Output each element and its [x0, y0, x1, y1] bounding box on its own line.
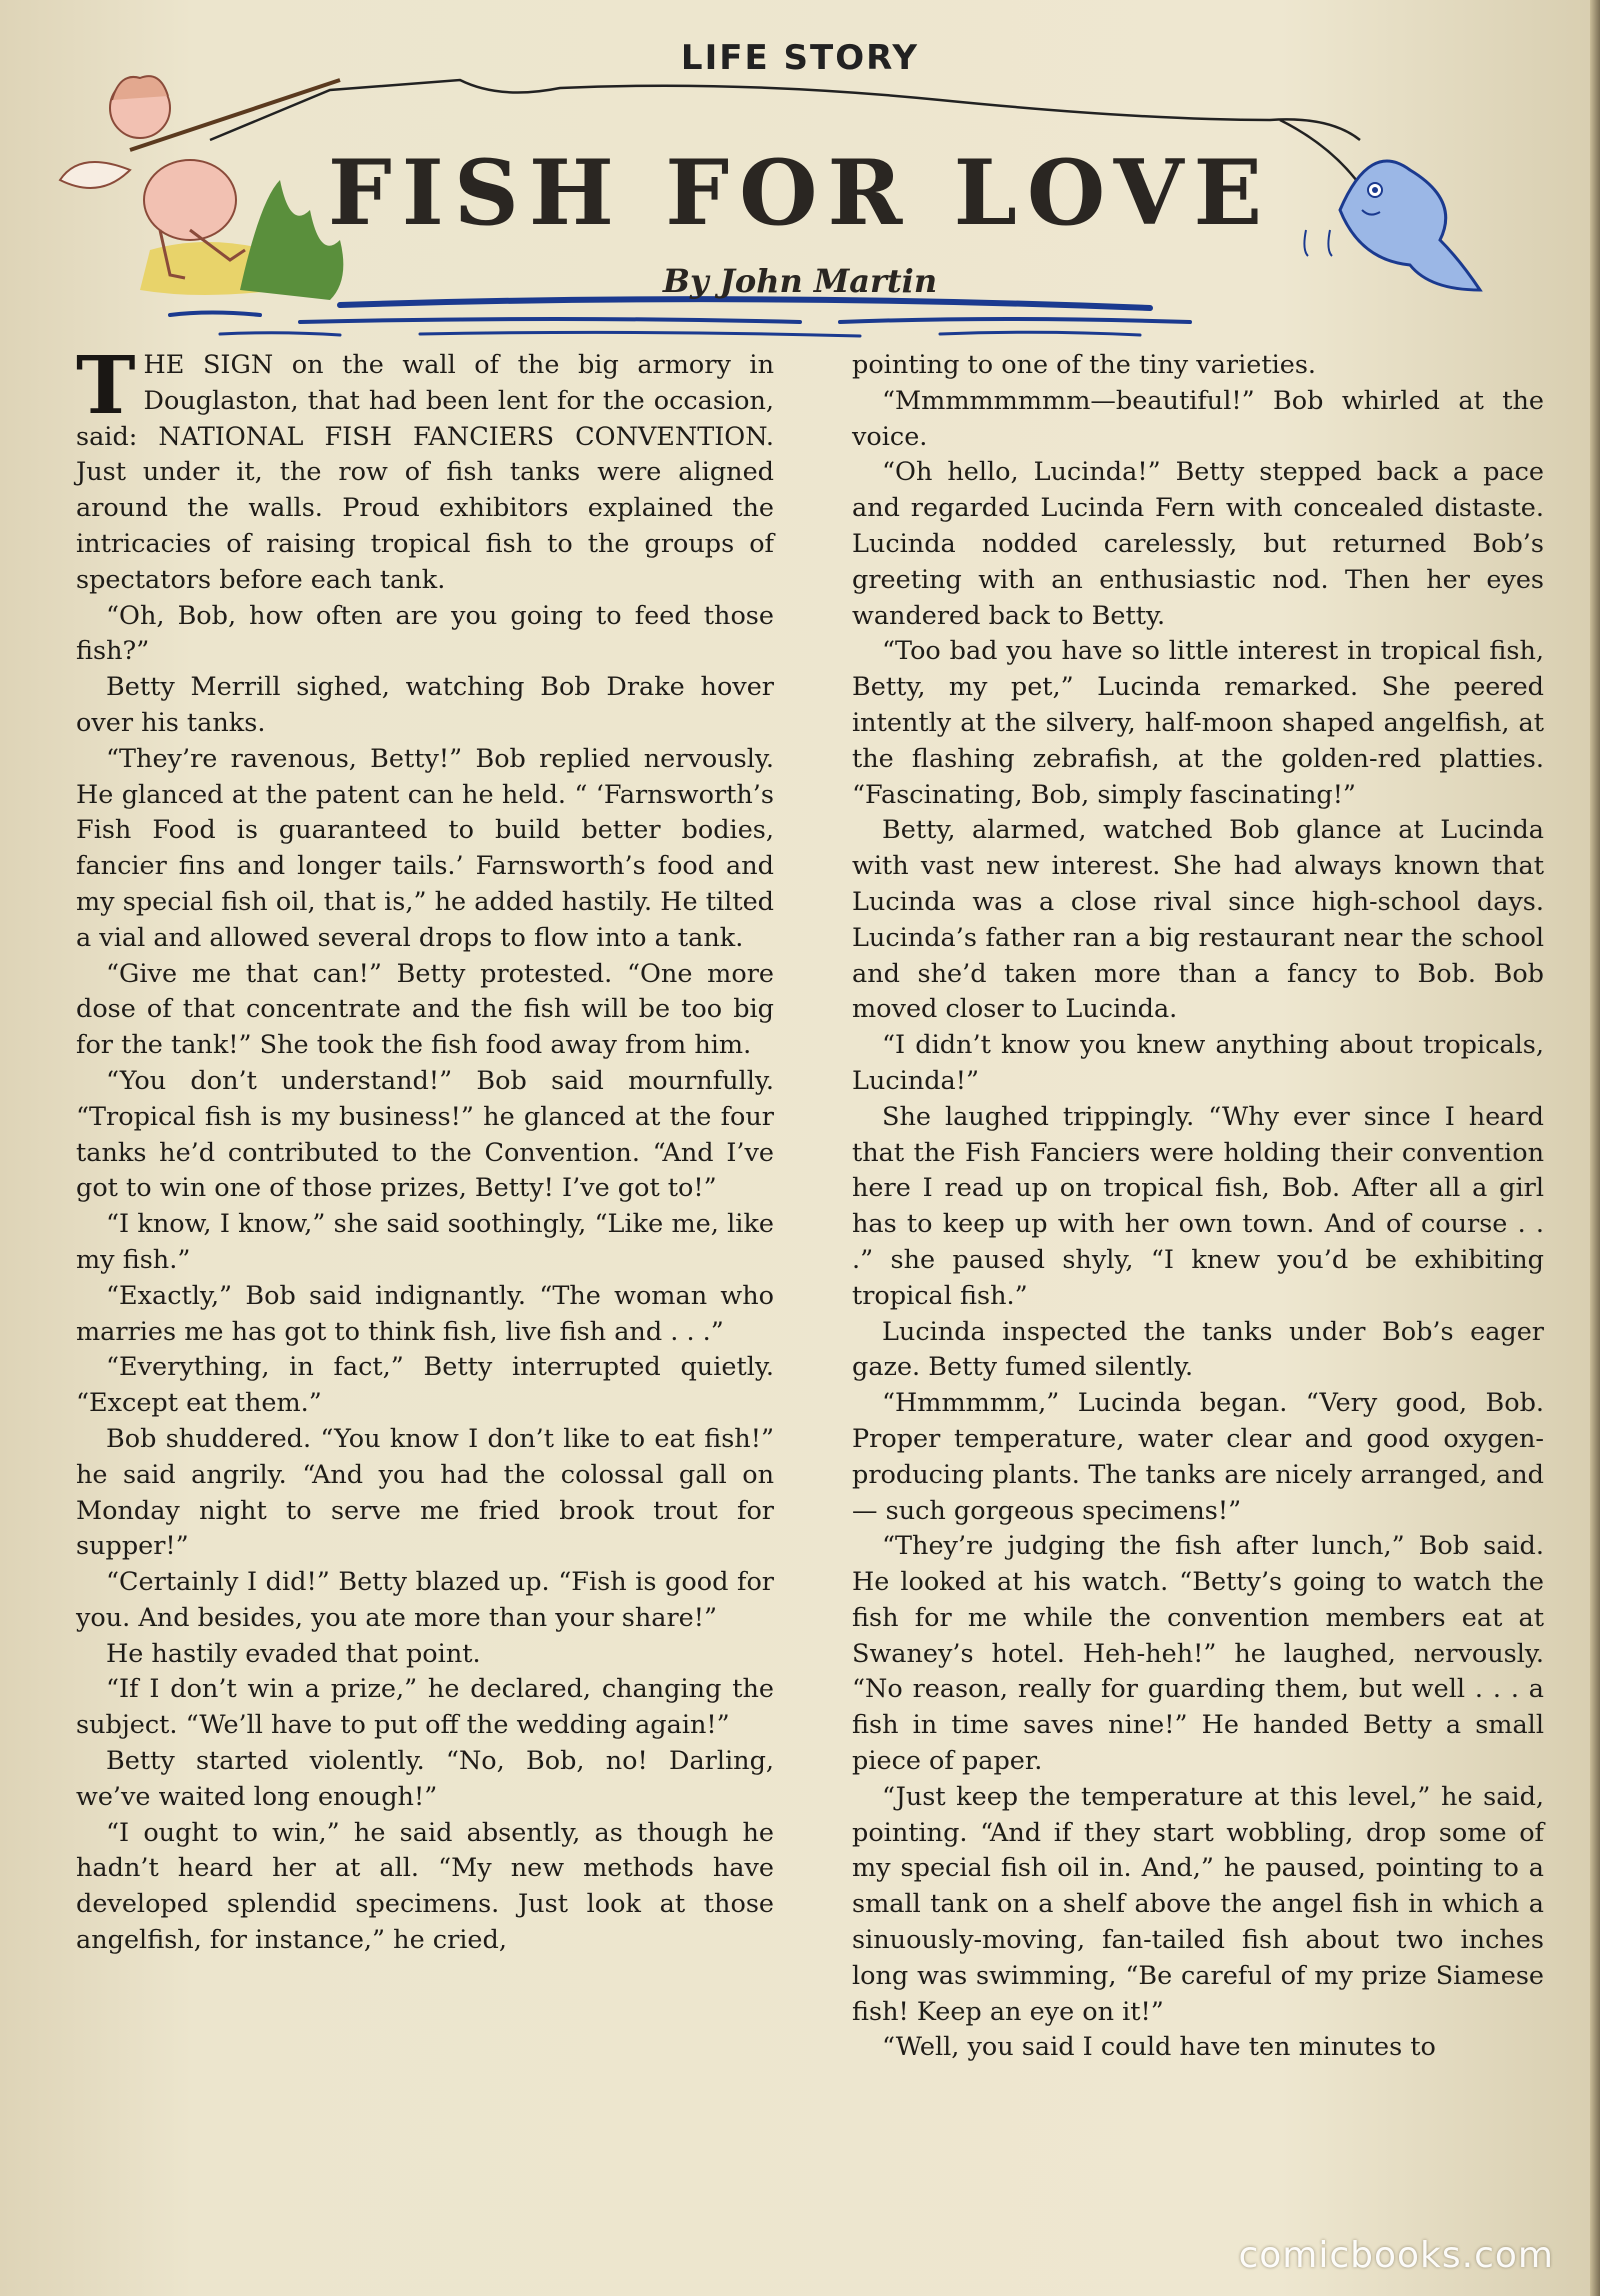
story-byline: By John Martin: [662, 262, 938, 300]
paragraph: Lucinda inspected the tanks under Bob’s eager gaze. Betty fumed silently.: [852, 1316, 1544, 1383]
running-head: LIFE STORY: [680, 38, 920, 78]
paragraph: Betty started violently. “No, Bob, no! Darling, we’ve waited long enough!”: [76, 1746, 774, 1812]
paragraph: “Oh hello, Lucinda!” Betty stepped back a pace and regarded Lucinda Fern with concealed distaste. Lucinda nodded carelessly, but returned Bob’s greeting with an enthusiastic nod. Then her eyes wandered back to Betty.: [852, 457, 1544, 631]
page-edge: [1590, 0, 1600, 2296]
paragraph: He hastily evaded that point.: [106, 1638, 481, 1669]
left-text-column: [76, 338, 774, 1959]
paragraph: “I didn’t know you knew anything about tropicals, Lucinda!”: [852, 1030, 1544, 1096]
paragraph: “Mmmmmmmm—beautiful!” Bob whirled at the voice.: [852, 385, 1544, 452]
paragraph: “Certainly I did!” Betty blazed up. “Fish is good for you. And besides, you ate more than your share!”: [76, 1567, 774, 1633]
paragraph: “Exactly,” Bob said indignantly. “The woman who marries me has got to think fish, live fish and . . .”: [76, 1280, 774, 1347]
paragraph: “Oh, Bob, how often are you going to feed those fish?”: [76, 600, 774, 667]
paragraph: Betty Merrill sighed, watching Bob Drake hover over his tanks.: [76, 672, 774, 738]
paragraph: “You don’t understand!” Bob said mournfully. “Tropical fish is my business!” he glanced at the four tanks he’d contributed to the Convention. “And I’ve got to win one of those prizes, Betty! I’ve got to!”: [76, 1065, 774, 1204]
paragraph: “I ought to win,” he said absently, as though he hadn’t heard her at all. “My new methods have developed splendid specimens. Just look at those angelfish, for instance,” he cried,: [76, 1817, 774, 1956]
paragraph: “Hmmmmm,” Lucinda began. “Very good, Bob. Proper temperature, water clear and good oxygen-producing plants. The tanks are nicely arranged, and — such gorgeous specimens!”: [852, 1388, 1544, 1526]
water-waves: [170, 299, 1190, 336]
paragraph: “I know, I know,” she said soothingly, “Like me, like my fish.”: [76, 1209, 774, 1275]
paragraph: Betty, alarmed, watched Bob glance at Lucinda with vast new interest. She had always known that Lucinda was a close rival since high-school days. Lucinda’s father ran a big restaurant near the school and she’d taken more than a fancy to Bob. Bob moved closer to Lucinda.: [852, 815, 1544, 1025]
paragraph: “Everything, in fact,” Betty interrupted quietly. “Except eat them.”: [76, 1352, 774, 1419]
paragraph: pointing to one of the tiny varieties.: [852, 350, 1317, 380]
paragraph: She laughed trippingly. “Why ever since I heard that the Fish Fanciers were holding their convention here I read up on tropical fish, Bob. After all a girl has to keep up with her own town. And of course . . .” she paused shyly, “I knew you’d be exhibiting tropical fish.”: [852, 1101, 1544, 1311]
drop-cap: T: [76, 338, 136, 432]
paragraph: Bob shuddered. “You know I don’t like to eat fish!” he said angrily. “And you had the colossal gall on Monday night to serve me fried brook trout for supper!”: [76, 1423, 774, 1562]
paragraph: “Too bad you have so little interest in tropical fish, Betty, my pet,” Lucinda remarked. She peered intently at the silvery, half-moon shaped angelfish, at the flashing zebrafish, at the golden-red platties. “Fascinating, Bob, simply fascinating!”: [852, 636, 1544, 810]
paragraph: THE SIGN on the wall of the big armory in Douglaston, that had been lent for the occasion, said: NATIONAL FISH FANCIERS CONVENTION. Just under it, the row of fish tanks were aligned around the walls. Proud exhibitors explained the intricacies of raising tropical fish to the groups of spectators before each tank.: [76, 338, 774, 595]
paragraph: “Give me that can!” Betty protested. “One more dose of that concentrate and the fish will be too big for the tank!” She took the fish food away from him.: [76, 958, 774, 1061]
paragraph: “They’re judging the fish after lunch,” Bob said. He looked at his watch. “Betty’s going to watch the fish for me while the convention members eat at Swaney’s hotel. Heh-heh!” he laughed, nervously. “No reason, really for guarding them, but well . . . a fish in time saves nine!” He handed Betty a small piece of paper.: [852, 1531, 1544, 1777]
paragraph: “They’re ravenous, Betty!” Bob replied nervously. He glanced at the patent can he held. “ ‘Farnsworth’s Fish Food is guaranteed to build better bodies, fancier fins and longer tails.’ Farnsworth’s food and my special fish oil, that is,” he added hastily. He tilted a vial and allowed several drops to flow into a tank.: [76, 743, 774, 953]
site-watermark: comicbooks.com: [1238, 2235, 1554, 2276]
paragraph: “Just keep the temperature at this level,” he said, pointing. “And if they start wobbling, drop some of my special fish oil in. And,” he paused, pointing to a small tank on a shelf above the angel fish in which a sinuously-moving, fan-tailed fish about two inches long was swimming, “Be careful of my prize Siamese fish! Keep an eye on it!”: [852, 1781, 1544, 2027]
paragraph: “Well, you said I could have ten minutes to: [882, 2032, 1436, 2063]
paragraph: “If I don’t win a prize,” he declared, changing the subject. “We’ll have to put off the wedding again!”: [76, 1674, 774, 1741]
right-text-column: [852, 348, 1544, 2066]
story-title: FISH FOR LOVE: [327, 140, 1273, 246]
